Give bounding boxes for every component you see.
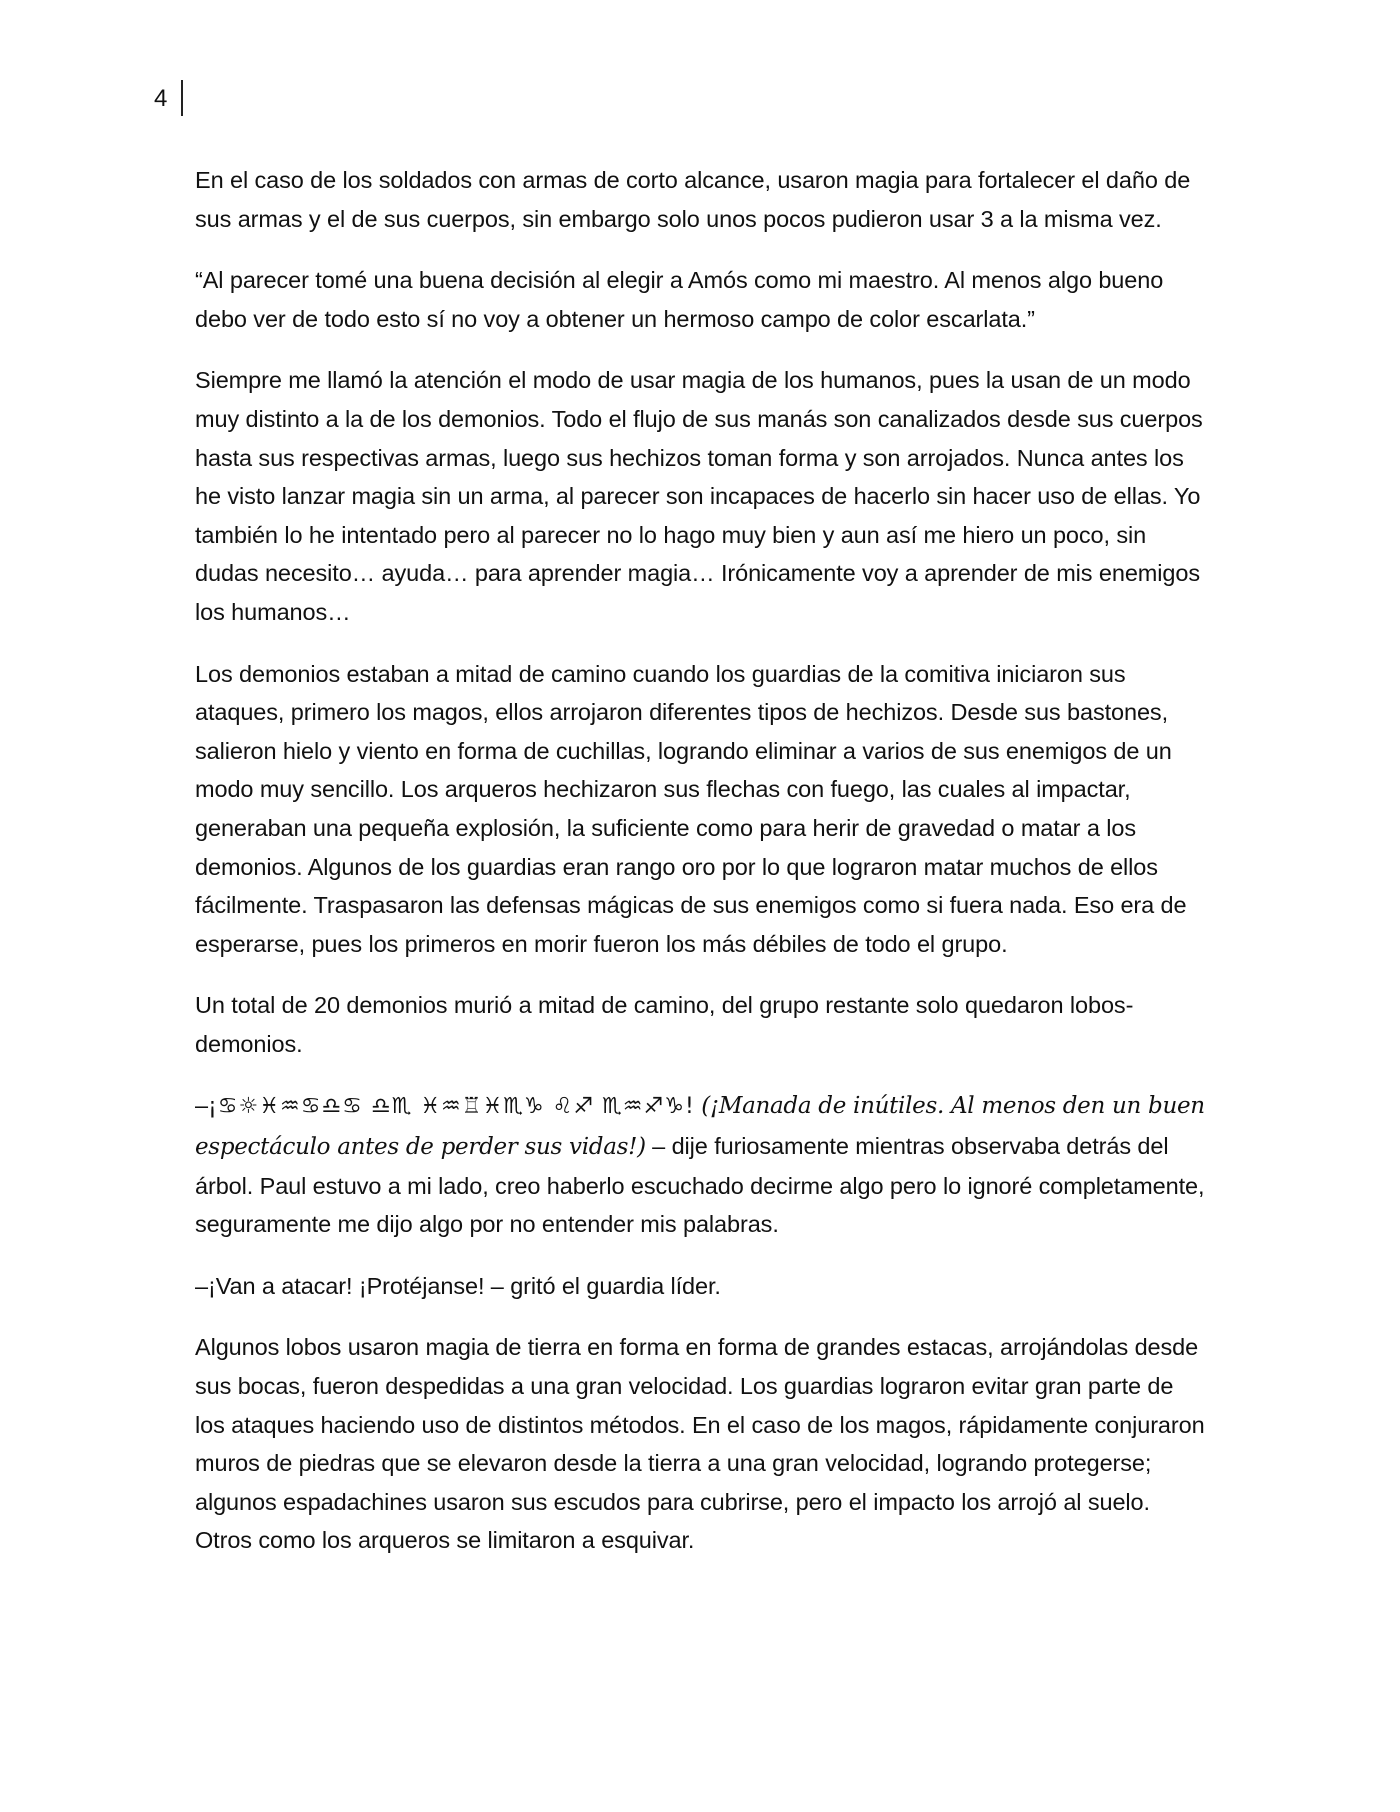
paragraph-thought-quote: “Al parecer tomé una buena decisión al elegir a Amós como mi maestro. Al menos algo bueno debo ver de todo esto sí no voy a obtener un hermoso campo de color escarlata.” (195, 267, 1164, 332)
page-number-divider (181, 80, 183, 116)
paragraph-wolves-attack: Algunos lobos usaron magia de tierra en forma en forma de grandes estacas, arrojándolas desde sus bocas, fueron despedidas a una gran velocidad. Los guardias lograron evitar gran parte de los ataques haciendo uso de distintos métodos. En el caso de los magos, rápidamente conjuraron muros de piedras que se elevaron desde la tierra a una gran velocidad, logrando protegerse; algunos espadachines usaron sus escudos para cubrirse, pero el impacto los arrojó al suelo. Otros como los arqueros se limitaron a esquivar. (195, 1334, 1205, 1554)
paragraph-soldiers: En el caso de los soldados con armas de corto alcance, usaron magia para fortalecer el daño de sus armas y el de sus cuerpos, sin embargo solo unos pocos pudieron usar 3 a la misma vez. (195, 167, 1191, 232)
paragraph-demon-dialogue (195, 1086, 1205, 1243)
paragraph-guard-dialogue: –¡Van a atacar! ¡Protéjanse! – gritó el guardia líder. (195, 1272, 721, 1299)
page-number: 4 (154, 85, 168, 112)
translation-text: (¡Manada de inútiles. Al menos den un buen espectáculo antes de perder sus vidas!) (195, 1093, 1205, 1161)
dialogue-narration: – dije furiosamente mientras observaba detrás del árbol. Paul estuvo a mi lado, creo haberlo escuchado decirme algo pero lo ignoré completamente, seguramente me dijo algo por no entender mis palabras. (195, 1133, 1205, 1238)
document-body (195, 161, 1205, 1583)
paragraph-twenty-demons: Un total de 20 demonios murió a mitad de camino, del grupo restante solo quedaron lobos-demonios. (195, 992, 1134, 1057)
dialogue-dash: – (195, 1092, 208, 1119)
paragraph-demon-attack: Los demonios estaban a mitad de camino cuando los guardias de la comitiva iniciaron sus ataques, primero los magos, ellos arrojaron diferentes tipos de hechizos. Desde sus bastones, salieron hielo y viento en forma de cuchillas, logrando eliminar a varios de sus enemigos de un modo muy sencillo. Los arqueros hechizaron sus flechas con fuego, las cuales al impactar, generaban una pequeña explosión, la suficiente como para herir de gravedad o matar a los demonios. Algunos de los guardias eran rango oro por lo que lograron matar muchos de ellos fácilmente. Traspasaron las defensas mágicas de sus enemigos como si fuera nada. Eso era de esperarse, pues los primeros en morir fueron los más débiles de todo el grupo. (195, 660, 1187, 957)
paragraph-human-magic: Siempre me llamó la atención el modo de usar magia de los humanos, pues la usan de un modo muy distinto a la de los demonios. Todo el flujo de sus manás son canalizados desde sus cuerpos hasta sus respectivas armas, luego sus hechizos toman forma y son arrojados. Nunca antes los he visto lanzar magia sin un arma, al parecer son incapaces de hacerlo sin hacer uso de ellas. Yo también lo he intentado pero al parecer no lo hago muy bien y aun así me hiero un poco, sin dudas necesito… ayuda… para aprender magia… Irónicamente voy a aprender de mis enemigos los humanos… (195, 367, 1203, 625)
demon-language-text: ¡♋☼♓♒♋♎♋ ♎♏ ♓♒♖♓♏♑ ♌♐ ♏♒♐♑! (207, 1094, 695, 1120)
